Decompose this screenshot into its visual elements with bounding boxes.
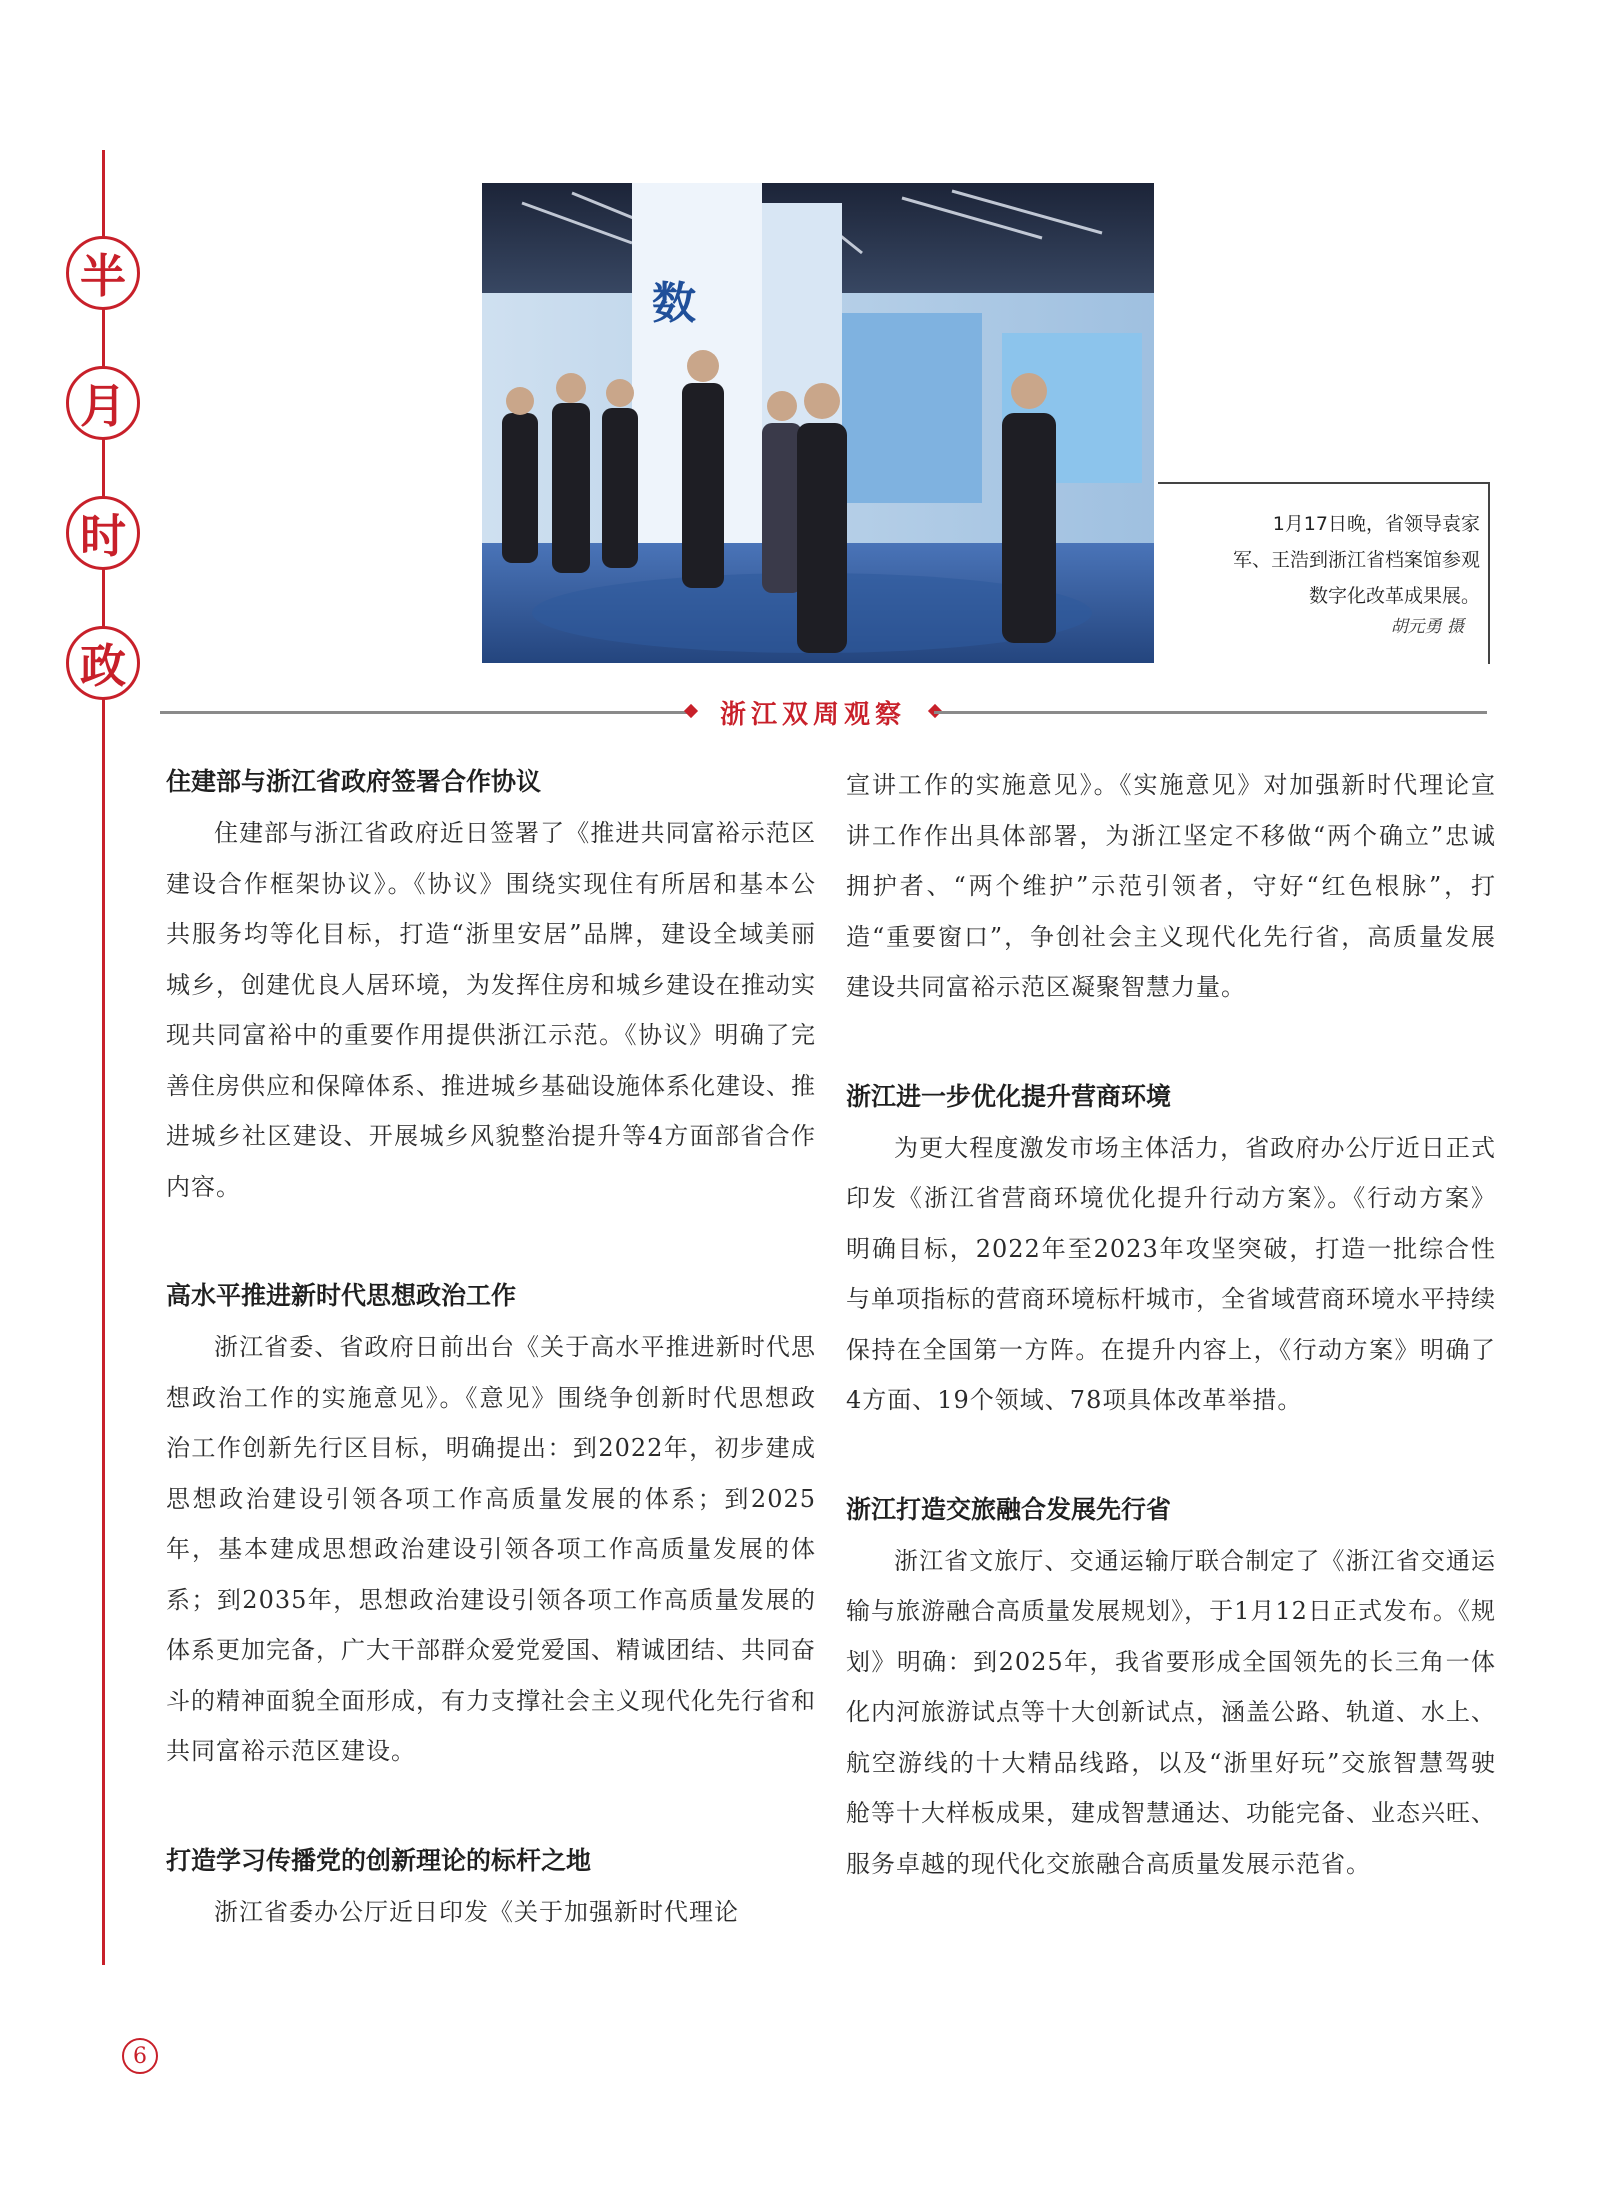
article-heading: 浙江打造交旅融合发展先行省 — [846, 1494, 1172, 1524]
article-continuation: 宣讲工作的实施意见》。《实施意见》对加强新时代理论宣讲工作作出具体部署，为浙江坚定不移做“两个确立”忠诚拥护者、“两个维护”示范引领者，守好“红色根脉”，打造“重要窗口”，争创社会主义现代化先行省，高质量发展建设共同富裕示范区凝聚智慧力量。 — [846, 771, 1496, 1001]
right-column — [846, 760, 1496, 1889]
article-body: 住建部与浙江省政府近日签署了《推进共同富裕示范区建设合作框架协议》。《协议》围绕实现住有所居和基本公共服务均等化目标，打造“浙里安居”品牌，建设全域美丽城乡，创建优良人居环境，为发挥住房和城乡建设在推动实现共同富裕中的重要作用提供浙江示范。《协议》明确了完善住房供应和保障体系、推进城乡基础设施体系化建设、推进城乡社区建设、开展城乡风貌整治提升等4方面部省合作内容。 — [166, 819, 816, 1201]
article-heading: 住建部与浙江省政府签署合作协议 — [166, 767, 542, 796]
exhibition-scene-image — [482, 183, 1154, 663]
article — [846, 1488, 1496, 1890]
left-column — [166, 760, 816, 1937]
article-heading: 浙江进一步优化提升营商环境 — [846, 1081, 1172, 1111]
sidebar-char-badge: 时 — [66, 496, 140, 570]
sidebar-char-badge: 半 — [66, 236, 140, 310]
article-body: 浙江省委、省政府日前出台《关于高水平推进新时代思想政治工作的实施意见》。《意见》围绕争创新时代思想政治工作创新先行区目标，明确提出：到2022年，初步建成思想政治建设引领各项工作高质量发展的体系；到2025年，基本建成思想政治建设引领各项工作高质量发展的体系；到2035年，思想政治建设引领各项工作高质量发展的体系更加完备，广大干部群众爱党爱国、精诚团结、共同奋斗的精神面貌全面形成，有力支撑社会主义现代化先行省和共同富裕示范区建设。 — [166, 1333, 816, 1765]
page-number: 6 — [122, 2038, 158, 2074]
article — [846, 1075, 1496, 1426]
photo-caption: 1月17日晚，省领导袁家 军、王浩到浙江省档案馆参观 数字化改革成果展。 — [1232, 513, 1480, 607]
article-body: 浙江省委办公厅近日印发《关于加强新时代理论 — [214, 1897, 739, 1926]
article — [166, 1274, 816, 1777]
article-heading: 打造学习传播党的创新理论的标杆之地 — [166, 1845, 592, 1875]
diamond-ornament — [684, 704, 698, 718]
news-photo — [482, 183, 1154, 663]
article-body: 为更大程度激发市场主体活力，省政府办公厅近日正式印发《浙江省营商环境优化提升行动方案》。《行动方案》明确目标，2022年至2023年攻坚突破，打造一批综合性与单项指标的营商环境标杆城市，全省域营商环境水平持续保持在全国第一方阵。在提升内容上，《行动方案》明确了4方面、19个领域、78项具体改革举措。 — [846, 1133, 1496, 1414]
article — [166, 760, 816, 1212]
svg-text:数: 数 — [652, 278, 696, 329]
photo-credit: 胡元勇 摄 — [1390, 617, 1464, 637]
article-heading: 高水平推进新时代思想政治工作 — [166, 1281, 517, 1310]
article — [166, 1839, 816, 1938]
section-rule-right — [934, 711, 1487, 714]
sidebar-char-badge: 月 — [66, 366, 140, 440]
section-rule-left — [160, 711, 690, 714]
caption-frame-top — [1158, 482, 1488, 484]
section-title: 浙江双周观察 — [719, 700, 906, 730]
caption-frame-side — [1488, 482, 1490, 664]
sidebar-char-badge: 政 — [66, 626, 140, 700]
article-body: 浙江省文旅厅、交通运输厅联合制定了《浙江省交通运输与旅游融合高质量发展规划》，于1月12日正式发布。《规划》明确：到2025年，我省要形成全国领先的长三角一体化内河旅游试点等十大创新试点，涵盖公路、轨道、水上、航空游线的十大精品线路，以及“浙里好玩”交旅智慧驾驶舱等十大样板成果，建成智慧通达、功能完备、业态兴旺、服务卓越的现代化交旅融合高质量发展示范省。 — [846, 1546, 1496, 1878]
